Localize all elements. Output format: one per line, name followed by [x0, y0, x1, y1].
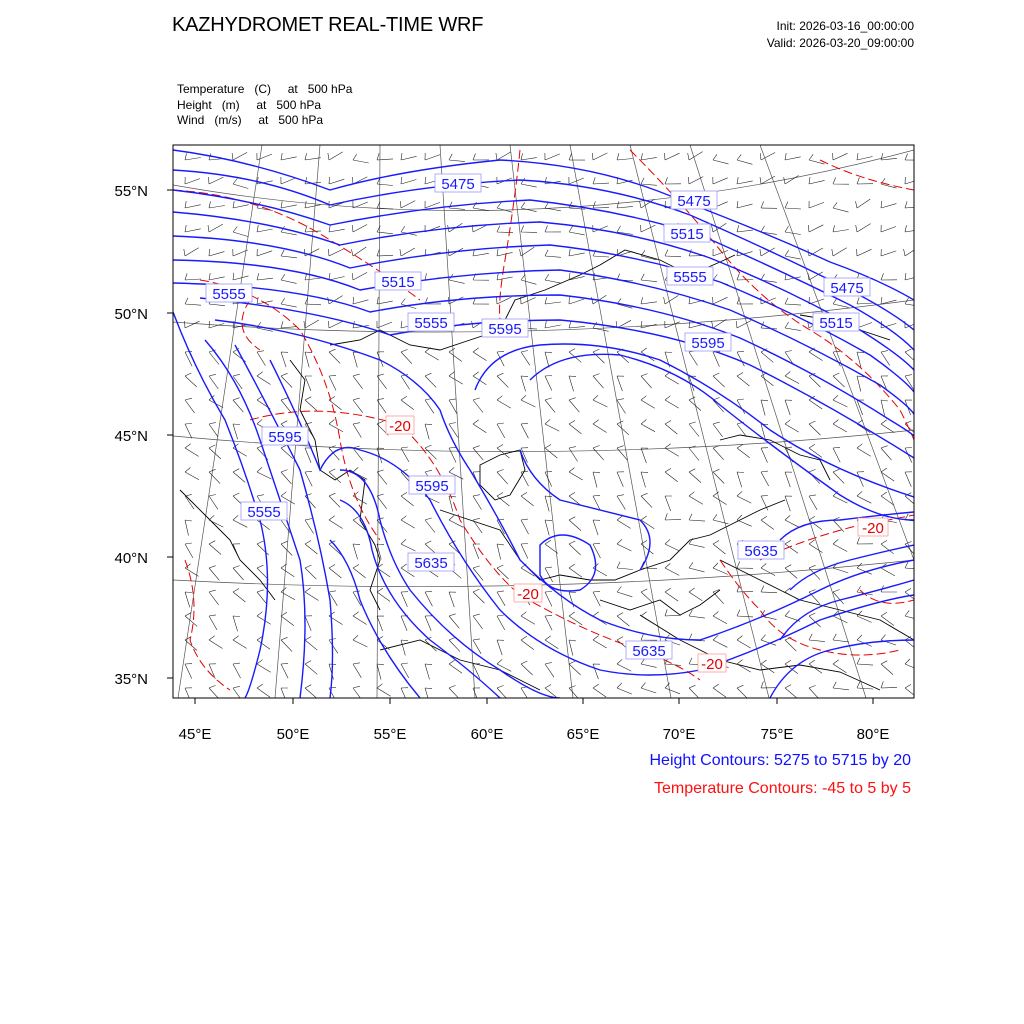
lon-label-65: 65°E [566, 726, 600, 743]
height-label: 5475 [677, 193, 711, 210]
height-label: 5635 [632, 643, 666, 660]
temperature-label: -20 [389, 418, 411, 435]
height-label: 5595 [691, 335, 725, 352]
temperature-label: -20 [701, 656, 723, 673]
lat-label-45: 45°N [114, 428, 148, 445]
valid-time: Valid: 2026-03-20_09:00:00 [766, 36, 914, 50]
temperature-legend: Temperature Contours: -45 to 5 by 5 [653, 780, 911, 797]
height-label: 5555 [673, 269, 707, 286]
height-label: 5515 [381, 274, 415, 291]
height-legend: Height Contours: 5275 to 5715 by 20 [649, 752, 911, 769]
lat-axis [167, 190, 173, 678]
height-label: 5475 [441, 176, 475, 193]
lat-label-40: 40°N [114, 550, 148, 567]
lat-label-55: 55°N [114, 183, 148, 200]
height-label: 5595 [488, 321, 522, 338]
height-label: 5595 [268, 429, 302, 446]
lat-label-35: 35°N [114, 671, 148, 688]
height-label: 5475 [830, 280, 864, 297]
lon-label-80: 80°E [856, 726, 890, 743]
height-label: 5555 [247, 504, 281, 521]
height-label: 5595 [415, 478, 449, 495]
height-label: 5555 [414, 315, 448, 332]
init-time: Init: 2026-03-16_00:00:00 [776, 19, 914, 33]
lat-label-50: 50°N [114, 306, 148, 323]
height-label: 5515 [670, 226, 704, 243]
lon-label-50: 50°E [276, 726, 310, 743]
chart-title: KAZHYDROMET REAL-TIME WRF [172, 14, 484, 36]
field-temperature: Temperature (C) at 500 hPa [177, 82, 353, 96]
height-label: 5515 [819, 315, 853, 332]
lon-axis [195, 698, 873, 704]
field-wind: Wind (m/s) at 500 hPa [177, 113, 324, 127]
temperature-label: -20 [517, 586, 539, 603]
lon-label-45: 45°E [178, 726, 212, 743]
field-height: Height (m) at 500 hPa [177, 97, 322, 112]
lon-label-55: 55°E [373, 726, 407, 743]
lon-label-70: 70°E [662, 726, 696, 743]
lon-label-75: 75°E [760, 726, 794, 743]
temperature-label: -20 [862, 520, 884, 537]
map-background [173, 145, 914, 698]
height-label: 5635 [744, 543, 778, 560]
lon-label-60: 60°E [470, 726, 504, 743]
height-label: 5555 [212, 286, 246, 303]
height-label: 5635 [414, 555, 448, 572]
